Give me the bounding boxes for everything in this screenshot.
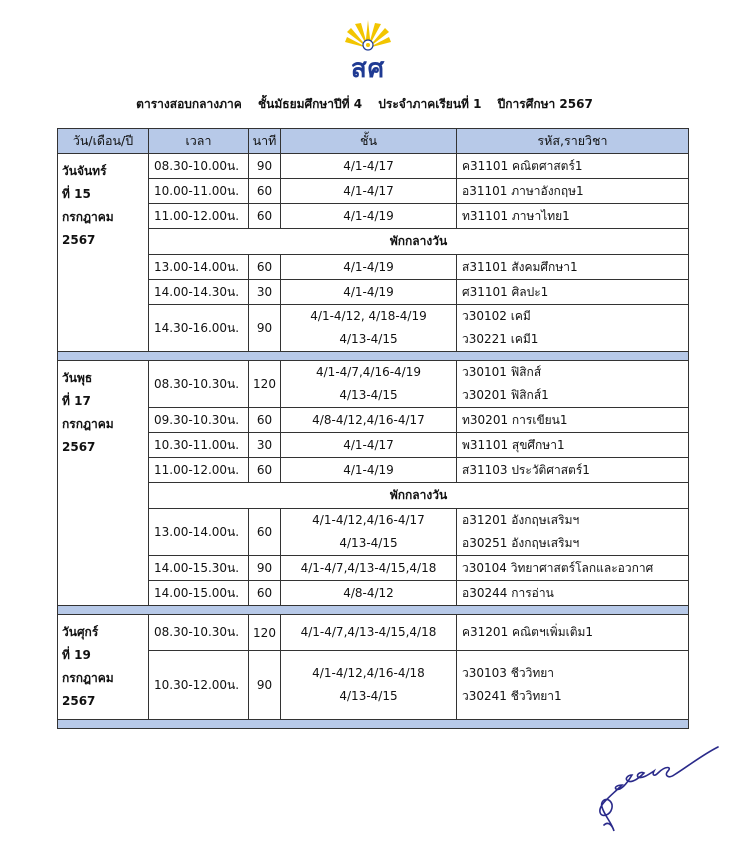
subject-name: ค31101 คณิตศาสตร์1: [462, 158, 583, 173]
class-range: 4/13-4/15: [339, 689, 398, 704]
class-range: 4/1-4/7,4/13-4/15,4/18: [300, 560, 437, 575]
class-range: 4/1-4/19: [343, 259, 394, 274]
class-range: 4/1-4/19: [343, 462, 394, 477]
subject-cell: [457, 615, 689, 651]
subject-name: ส31103 ประวัติศาสตร์1: [462, 462, 590, 477]
class-cell: [281, 305, 457, 352]
title-level: ชั้นมัธยมศึกษาปีที่ 4: [257, 97, 363, 111]
subject-name: อ30251 อังกฤษเสริมฯ: [462, 536, 580, 550]
day-line: 2567: [62, 440, 96, 454]
class-range: 4/1-4/17: [343, 158, 394, 173]
day-cell: [58, 154, 149, 352]
subject-name: พ31101 สุขศึกษา1: [462, 437, 565, 452]
day-line: 2567: [62, 694, 96, 708]
day-line: วันพุธ: [62, 371, 93, 385]
table-row: [58, 154, 689, 179]
table-row: [58, 204, 689, 229]
subject-name: อ31201 อังกฤษเสริมฯ: [462, 513, 580, 527]
time-cell: 14.00-15.00น.: [149, 581, 249, 606]
class-cell: [281, 408, 457, 433]
day-separator: [58, 352, 689, 361]
class-cell: [281, 458, 457, 483]
subject-name: ท30201 การเขียน1: [462, 412, 568, 427]
time-cell: 08.30-10.30น.: [149, 615, 249, 651]
minutes-cell: 60: [249, 204, 281, 229]
class-cell: [281, 651, 457, 720]
day-line: วันจันทร์: [62, 164, 107, 178]
subject-cell: [457, 458, 689, 483]
time-cell: 11.00-12.00น.: [149, 458, 249, 483]
table-row: [58, 255, 689, 280]
class-range: 4/1-4/12,4/16-4/17: [312, 513, 425, 527]
class-range: 4/1-4/12,4/16-4/18: [312, 666, 425, 681]
subject-cell: [457, 154, 689, 179]
subject-name: ส31101 สังคมศึกษา1: [462, 259, 578, 274]
day-line: ที่ 15: [62, 187, 91, 201]
subject-cell: [457, 361, 689, 408]
day-line: กรกฎาคม: [62, 210, 114, 224]
minutes-cell: 60: [249, 179, 281, 204]
lunch-break: พักกลางวัน: [149, 229, 689, 255]
table-row: [58, 556, 689, 581]
time-cell: 09.30-10.30น.: [149, 408, 249, 433]
minutes-cell: 90: [249, 154, 281, 179]
day-separator: [58, 606, 689, 615]
subject-name: ว30221 เคมี1: [462, 332, 539, 346]
day-line: กรกฎาคม: [62, 417, 114, 431]
table-row: [58, 179, 689, 204]
header-date: วัน/เดือน/ปี: [58, 129, 149, 154]
time-cell: 14.00-15.30น.: [149, 556, 249, 581]
class-cell: [281, 154, 457, 179]
table-row: [58, 305, 689, 352]
class-range: 4/1-4/19: [343, 208, 394, 223]
class-range: 4/1-4/17: [343, 437, 394, 452]
title-exam: ตารางสอบกลางภาค: [136, 97, 242, 111]
table-row: [58, 361, 689, 408]
subject-name: ค31201 คณิตฯเพิ่มเติม1: [462, 625, 594, 640]
separator-bar: [58, 352, 689, 361]
class-range: 4/13-4/15: [339, 388, 398, 402]
minutes-cell: 90: [249, 651, 281, 720]
day-line: 2567: [62, 233, 96, 247]
class-cell: [281, 509, 457, 556]
subject-name: อ30244 การอ่าน: [462, 585, 554, 600]
class-cell: [281, 280, 457, 305]
time-cell: 10.30-12.00น.: [149, 651, 249, 720]
separator-bar: [58, 606, 689, 615]
header-time: เวลา: [149, 129, 249, 154]
class-range: 4/13-4/15: [339, 332, 398, 346]
subject-name: ว30102 เคมี: [462, 309, 531, 323]
day-line: กรกฎาคม: [62, 671, 114, 685]
minutes-cell: 90: [249, 305, 281, 352]
signature: [592, 745, 722, 835]
table-row: [58, 651, 689, 720]
class-range: 4/1-4/7,4/16-4/19: [316, 365, 421, 379]
subject-cell: [457, 305, 689, 352]
page-title: [0, 95, 729, 114]
class-cell: [281, 255, 457, 280]
subject-cell: [457, 179, 689, 204]
class-range: 4/1-4/12, 4/18-4/19: [310, 309, 427, 323]
time-cell: 08.30-10.30น.: [149, 361, 249, 408]
table-row: [58, 280, 689, 305]
time-cell: 13.00-14.00น.: [149, 255, 249, 280]
class-cell: [281, 581, 457, 606]
title-semester: ประจำภาคเรียนที่ 1: [378, 97, 482, 111]
subject-name: ว30103 ชีววิทยา: [462, 666, 555, 681]
day-separator: [58, 720, 689, 729]
exam-schedule-table: [57, 128, 689, 729]
separator-bar: [58, 720, 689, 729]
subject-name: ว30241 ชีววิทยา1: [462, 689, 562, 704]
time-cell: 11.00-12.00น.: [149, 204, 249, 229]
time-cell: 14.30-16.00น.: [149, 305, 249, 352]
subject-cell: [457, 204, 689, 229]
class-range: 4/8-4/12,4/16-4/17: [312, 412, 425, 427]
minutes-cell: 120: [249, 361, 281, 408]
class-cell: [281, 361, 457, 408]
subject-cell: [457, 255, 689, 280]
day-line: ที่ 17: [62, 394, 91, 408]
table-row: [58, 408, 689, 433]
class-cell: [281, 556, 457, 581]
header-class: ชั้น: [281, 129, 457, 154]
header-subject: รหัส,รายวิชา: [457, 129, 689, 154]
header-minutes: นาที: [249, 129, 281, 154]
minutes-cell: 60: [249, 408, 281, 433]
table-row: [58, 433, 689, 458]
subject-cell: [457, 556, 689, 581]
subject-cell: [457, 581, 689, 606]
subject-cell: [457, 433, 689, 458]
class-range: 4/13-4/15: [339, 536, 398, 550]
class-range: 4/8-4/12: [343, 585, 394, 600]
table-row: [58, 509, 689, 556]
time-cell: 13.00-14.00น.: [149, 509, 249, 556]
table-row: [58, 615, 689, 651]
time-cell: 10.30-11.00น.: [149, 433, 249, 458]
logo-letters: สศ: [350, 54, 386, 84]
table-header-row: [58, 129, 689, 154]
subject-cell: [457, 280, 689, 305]
time-cell: 14.00-14.30น.: [149, 280, 249, 305]
class-cell: [281, 433, 457, 458]
subject-name: ท31101 ภาษาไทย1: [462, 208, 570, 223]
class-cell: [281, 615, 457, 651]
subject-name: ว30104 วิทยาศาสตร์โลกและอวกาศ: [462, 560, 654, 575]
time-cell: 10.00-11.00น.: [149, 179, 249, 204]
table-row: [58, 458, 689, 483]
lunch-row: [58, 229, 689, 255]
day-line: วันศุกร์: [62, 625, 99, 639]
subject-cell: [457, 408, 689, 433]
minutes-cell: 60: [249, 458, 281, 483]
minutes-cell: 60: [249, 581, 281, 606]
subject-name: ศ31101 ศิลปะ1: [462, 284, 549, 299]
day-cell: [58, 361, 149, 606]
minutes-cell: 30: [249, 433, 281, 458]
lunch-break: พักกลางวัน: [149, 483, 689, 509]
minutes-cell: 30: [249, 280, 281, 305]
class-range: 4/1-4/7,4/13-4/15,4/18: [300, 625, 437, 640]
subject-cell: [457, 509, 689, 556]
subject-name: ว30201 ฟิสิกส์1: [462, 388, 549, 402]
table-body: [58, 154, 689, 729]
day-cell: [58, 615, 149, 720]
day-line: ที่ 19: [62, 648, 91, 662]
minutes-cell: 90: [249, 556, 281, 581]
minutes-cell: 120: [249, 615, 281, 651]
minutes-cell: 60: [249, 255, 281, 280]
class-range: 4/1-4/19: [343, 284, 394, 299]
subject-name: อ31101 ภาษาอังกฤษ1: [462, 183, 584, 198]
class-range: 4/1-4/17: [343, 183, 394, 198]
class-cell: [281, 179, 457, 204]
subject-name: ว30101 ฟิสิกส์: [462, 365, 542, 379]
lunch-row: [58, 483, 689, 509]
time-cell: 08.30-10.00น.: [149, 154, 249, 179]
class-cell: [281, 204, 457, 229]
minutes-cell: 60: [249, 509, 281, 556]
table-row: [58, 581, 689, 606]
subject-cell: [457, 651, 689, 720]
title-year: ปีการศึกษา 2567: [497, 97, 593, 111]
